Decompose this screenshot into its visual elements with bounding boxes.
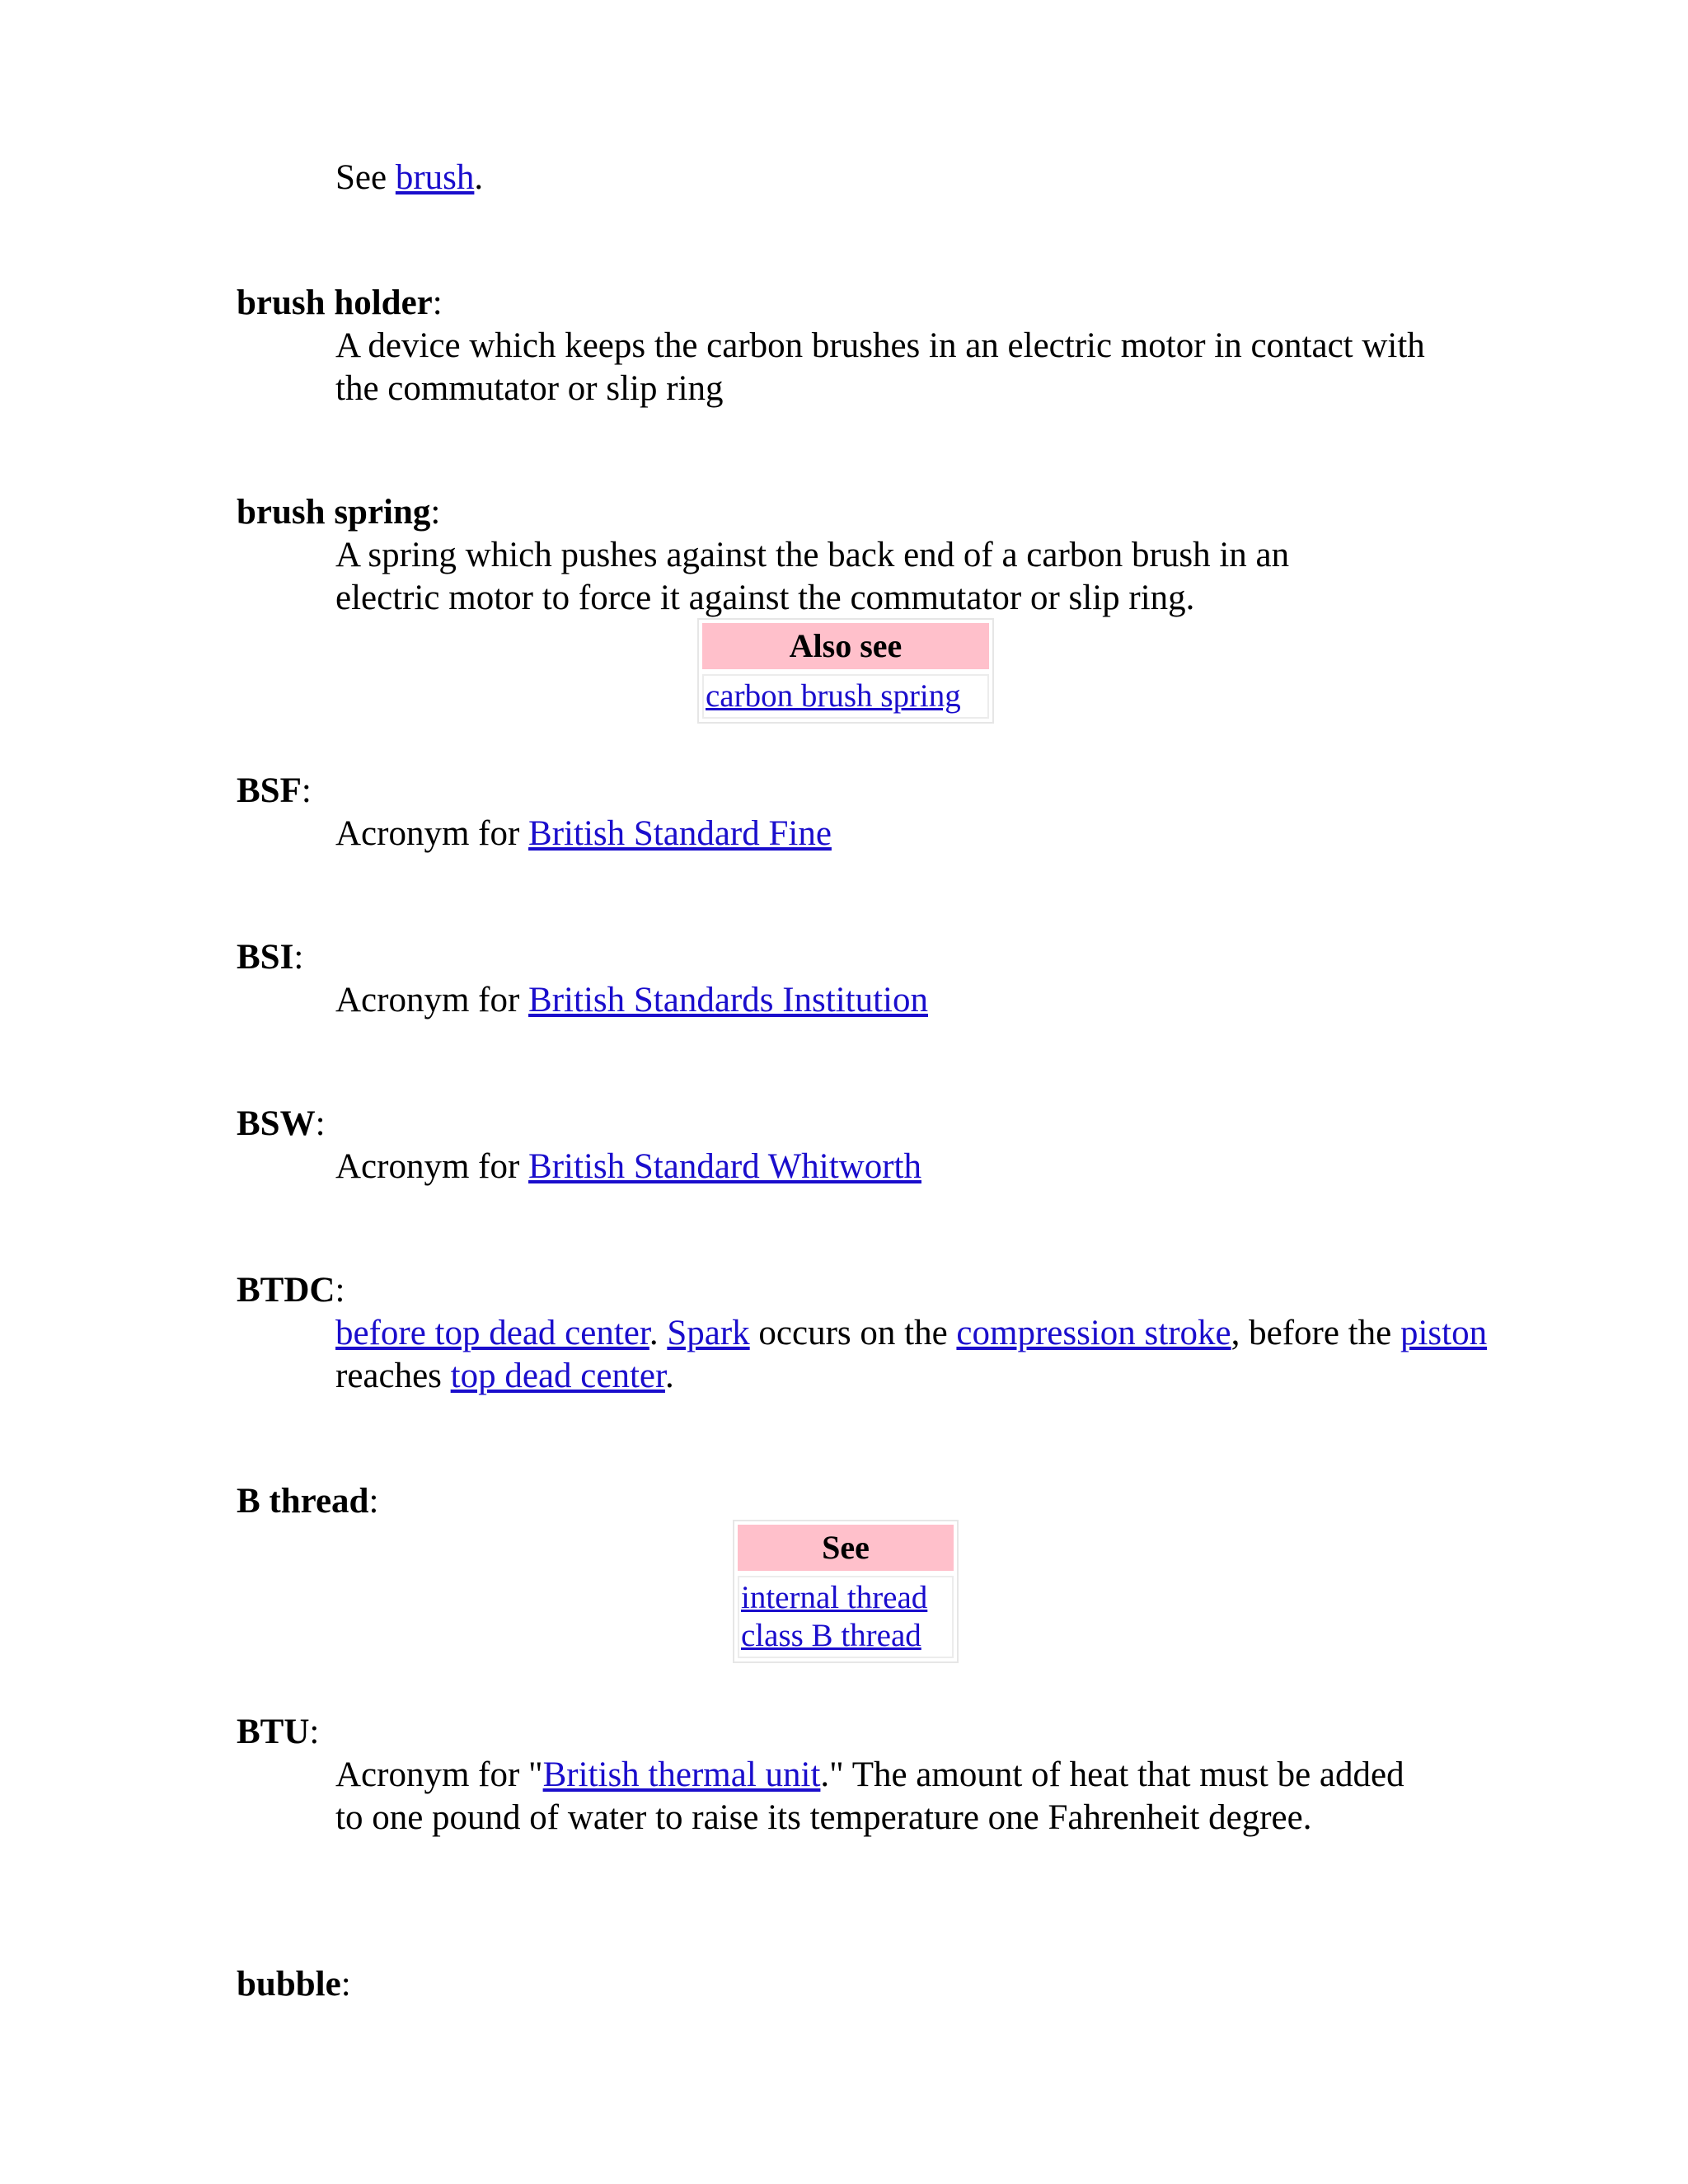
link-top-dead-center[interactable]: top dead center bbox=[450, 1357, 665, 1395]
definition-btu: Acronym for "British thermal unit." The amount of heat that must be added to one pound of water to raise its temperature one Fahrenheit degree. bbox=[335, 1755, 1404, 1837]
link-british-standards-institution[interactable]: British Standards Institution bbox=[528, 981, 928, 1019]
link-class-b-thread[interactable]: class B thread bbox=[741, 1618, 921, 1653]
also-see-title: Also see bbox=[702, 623, 989, 669]
brush-continuation: See brush. bbox=[335, 158, 484, 197]
definition-bsf: Acronym for British Standard Fine bbox=[335, 814, 832, 853]
definition-bsw: Acronym for British Standard Whitworth bbox=[335, 1147, 921, 1186]
term-btu: BTU: bbox=[237, 1713, 320, 1751]
term-brush-spring: brush spring: bbox=[237, 493, 441, 532]
link-internal-thread[interactable]: internal thread bbox=[741, 1580, 928, 1615]
link-british-standard-fine[interactable]: British Standard Fine bbox=[528, 814, 832, 853]
term-bsw: BSW: bbox=[237, 1104, 326, 1143]
term-bsi: BSI: bbox=[237, 938, 304, 977]
definition-brush-spring: A spring which pushes against the back end of a carbon brush in an electric motor to force it against the commutator or slip ring. bbox=[335, 536, 1290, 617]
definition-brush-holder: A device which keeps the carbon brushes in an electric motor in contact with the commutator or slip ring bbox=[335, 326, 1425, 408]
see-links bbox=[738, 1576, 954, 1658]
definition-btdc: before top dead center. Spark occurs on the compression stroke, before the piston reaches top dead center. bbox=[335, 1314, 1488, 1395]
definition-bsi: Acronym for British Standards Institution bbox=[335, 981, 928, 1019]
term-b-thread: B thread: bbox=[237, 1482, 379, 1521]
link-british-standard-whitworth[interactable]: British Standard Whitworth bbox=[528, 1147, 921, 1186]
term-btdc: BTDC: bbox=[237, 1271, 345, 1310]
see-box bbox=[733, 1520, 959, 1663]
link-brush[interactable]: brush bbox=[395, 158, 475, 197]
link-before-top-dead-center[interactable]: before top dead center bbox=[335, 1314, 649, 1352]
also-see-links bbox=[702, 674, 989, 719]
see-title: See bbox=[738, 1525, 954, 1571]
link-carbon-brush-spring[interactable]: carbon brush spring bbox=[706, 678, 961, 714]
link-british-thermal-unit[interactable]: British thermal unit bbox=[542, 1755, 821, 1794]
link-compression-stroke[interactable]: compression stroke bbox=[956, 1314, 1231, 1352]
link-piston[interactable]: piston bbox=[1400, 1314, 1488, 1352]
term-brush-holder: brush holder: bbox=[237, 284, 443, 322]
term-bsf: BSF: bbox=[237, 771, 312, 810]
link-spark[interactable]: Spark bbox=[667, 1314, 750, 1352]
also-see-box bbox=[697, 618, 994, 724]
term-bubble: bubble: bbox=[237, 1965, 351, 2004]
